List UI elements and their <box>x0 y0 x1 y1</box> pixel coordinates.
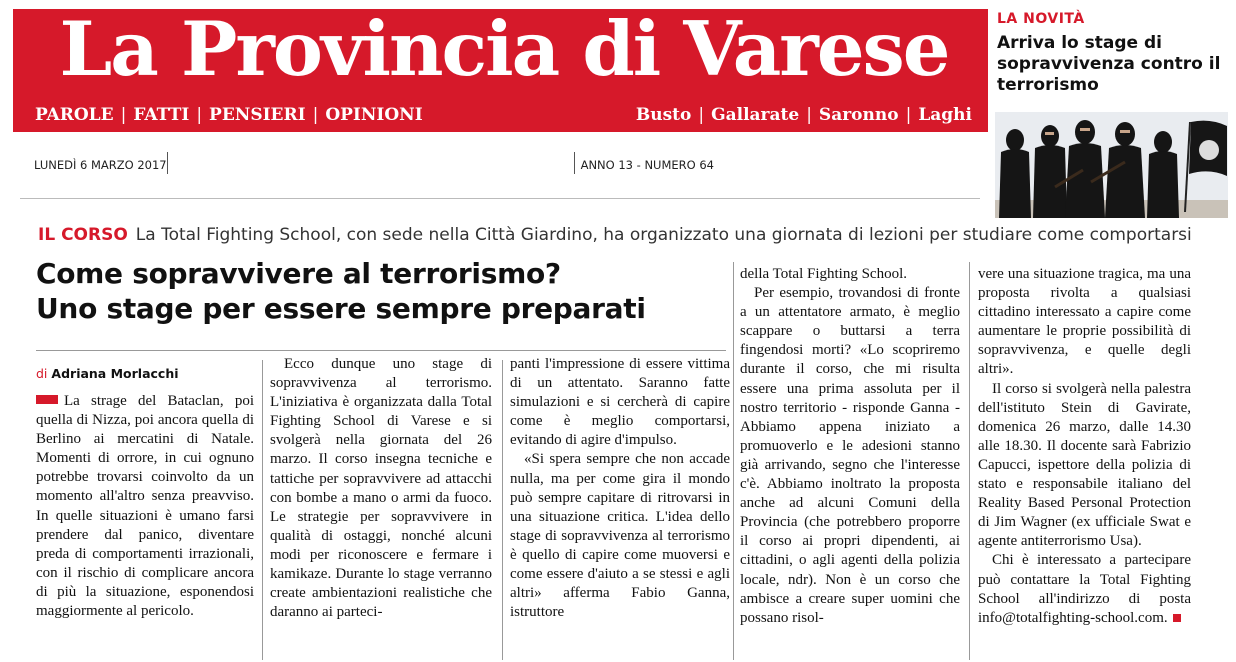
column-paragraph: Chi è interessato a partecipare può contattare la Total Fighting School all'indirizzo di posta info@totalfighting-school.com. <box>978 552 1191 626</box>
column-paragraph: Ecco dunque uno stage di sopravvivenza al terrorismo. L'iniziativa è organizzata dalla Total Fighting School di Varese e si svolgerà nella giornata del 26 marzo. Il corso insegna tecniche e tattiche per sopravvivere ad attacchi con bombe a mano o armi da fuoco. Le strategie per sopravvivere in qualità di ostaggi, nonché alcuni modi per riconoscere e fermare i kamikaze. Durante lo stage verranno create ambientazioni realistiche che daranno ai parteci- <box>270 356 492 621</box>
article-headline <box>36 256 726 326</box>
article-end-mark <box>1173 614 1181 622</box>
article-column-4 <box>740 265 960 628</box>
column-paragraph: La strage del Bataclan, poi quella di Nizza, poi ancora quella di Berlino ai mercatini di Natale. Momenti di orrore, in cui ognuno potrebbe trovarsi coinvolto da un momento all'altro senza preavviso. In quelle situazioni è umano farsi prendere dal panico, diventare preda di comportamenti irrazionali, con il rischio di complicare ancora di più la situazione, esponendosi maggiormente al pericolo. <box>36 393 254 620</box>
divider <box>20 198 980 199</box>
teaser-headline: Arriva lo stage di sopravvivenza contro il terrorismo <box>997 33 1221 95</box>
section-pensieri: PENSIERI <box>209 105 306 125</box>
city-gallarate: Gallarate <box>711 105 800 125</box>
kicker-text: La Total Fighting School, con sede nella Città Giardino, ha organizzato una giornata di lezioni per studiare come comportarsi <box>135 225 1192 245</box>
issue-date: LUNEDÌ 6 MARZO 2017 <box>34 158 167 172</box>
city-busto: Busto <box>635 105 692 125</box>
column-divider <box>733 262 734 660</box>
masthead-sections: PAROLE | FATTI | PENSIERI | OPINIONI <box>35 105 423 125</box>
kicker-label: IL CORSO <box>38 225 128 245</box>
article-column-5 <box>978 265 1191 628</box>
section-fatti: FATTI <box>133 105 190 125</box>
column-paragraph: Il corso si svolgerà nella palestra dell'istituto Stein di Gavirate, domenica 26 marzo, dalle 14.30 alle 18.30. Il docente sarà Fabrizio Capucci, ispettore della polizia di stato e responsabile italiano del Reality Based Personal Protection di Jim Wagner (ex ufficiale Swat e agente antiterrorismo Usa). <box>978 380 1191 550</box>
section-opinioni: OPINIONI <box>325 105 423 125</box>
byline-prefix: di <box>36 366 48 381</box>
headline-line-1: Come sopravvivere al terrorismo? <box>36 257 561 290</box>
section-parole: PAROLE <box>35 105 114 125</box>
author-name: Adriana Morlacchi <box>51 366 179 381</box>
column-paragraph: della Total Fighting School. <box>740 266 907 282</box>
column-divider <box>969 262 970 660</box>
headline-line-2: Uno stage per essere sempre preparati <box>36 292 646 325</box>
teaser-label: LA NOVITÀ <box>997 11 1085 27</box>
column-paragraph: panti l'impressione di essere vittima di un attentato. Saranno fatte simulazioni e si cercherà di capire come è meglio comportarsi, evitando di agire d'impulso. <box>510 356 730 449</box>
armed-men-flag-photo-icon <box>995 112 1228 218</box>
column-divider <box>502 360 503 660</box>
dateline <box>34 152 714 178</box>
divider <box>574 152 575 174</box>
city-laghi: Laghi <box>918 105 972 125</box>
masthead-cities: Busto | Gallarate | Saronno | Laghi <box>635 105 972 125</box>
article-kicker <box>38 225 1233 245</box>
article-column-2 <box>270 355 492 622</box>
byline <box>36 366 179 381</box>
column-divider <box>262 360 263 660</box>
column-paragraph: Per esempio, trovandosi di fronte a un attentatore armato, è meglio scappare o buttarsi a terra fingendosi morti? «Lo scopriremo durante il corso, che mi risulta essere una prima assoluta per il nostro territorio - risponde Ganna - Abbiamo appena iniziato a promuoverlo e le adesioni stanno già arrivando, segno che l'interesse c'è. Abbiamo inoltrato la proposta anche ad alcuni Comuni della Provincia (che potrebbero proporre il corso ai propri dipendenti, ai cittadini, o agli agenti della polizia locale, ndr). Non è un corso che ambisce a creare super uomini che possano risol- <box>740 285 960 626</box>
article-column-3 <box>510 355 730 622</box>
issue-number: ANNO 13 - NUMERO 64 <box>580 158 714 172</box>
column-paragraph: «Si spera sempre che non accade nulla, ma per come gira il mondo può sempre capitare di ritrovarsi in una situazione critica. L'idea dello stage di sopravvivenza al terrorismo è quello di capire come muoversi e come essere d'aiuto a se stessi e agli altri» afferma Fabio Ganna, istruttore <box>510 451 730 621</box>
masthead <box>13 5 988 132</box>
paragraph-start-mark <box>36 395 58 404</box>
newspaper-title: La Provincia di Varese <box>59 5 949 93</box>
divider <box>167 152 168 174</box>
column-paragraph: vere una situazione tragica, ma una proposta rivolta a qualsiasi cittadino interessato a capire come aumentare le proprie possibilità di sopravvivenza, e quelle degli altri». <box>978 266 1191 378</box>
article-column-1 <box>36 392 254 621</box>
city-saronno: Saronno <box>818 105 899 125</box>
divider <box>36 350 726 351</box>
